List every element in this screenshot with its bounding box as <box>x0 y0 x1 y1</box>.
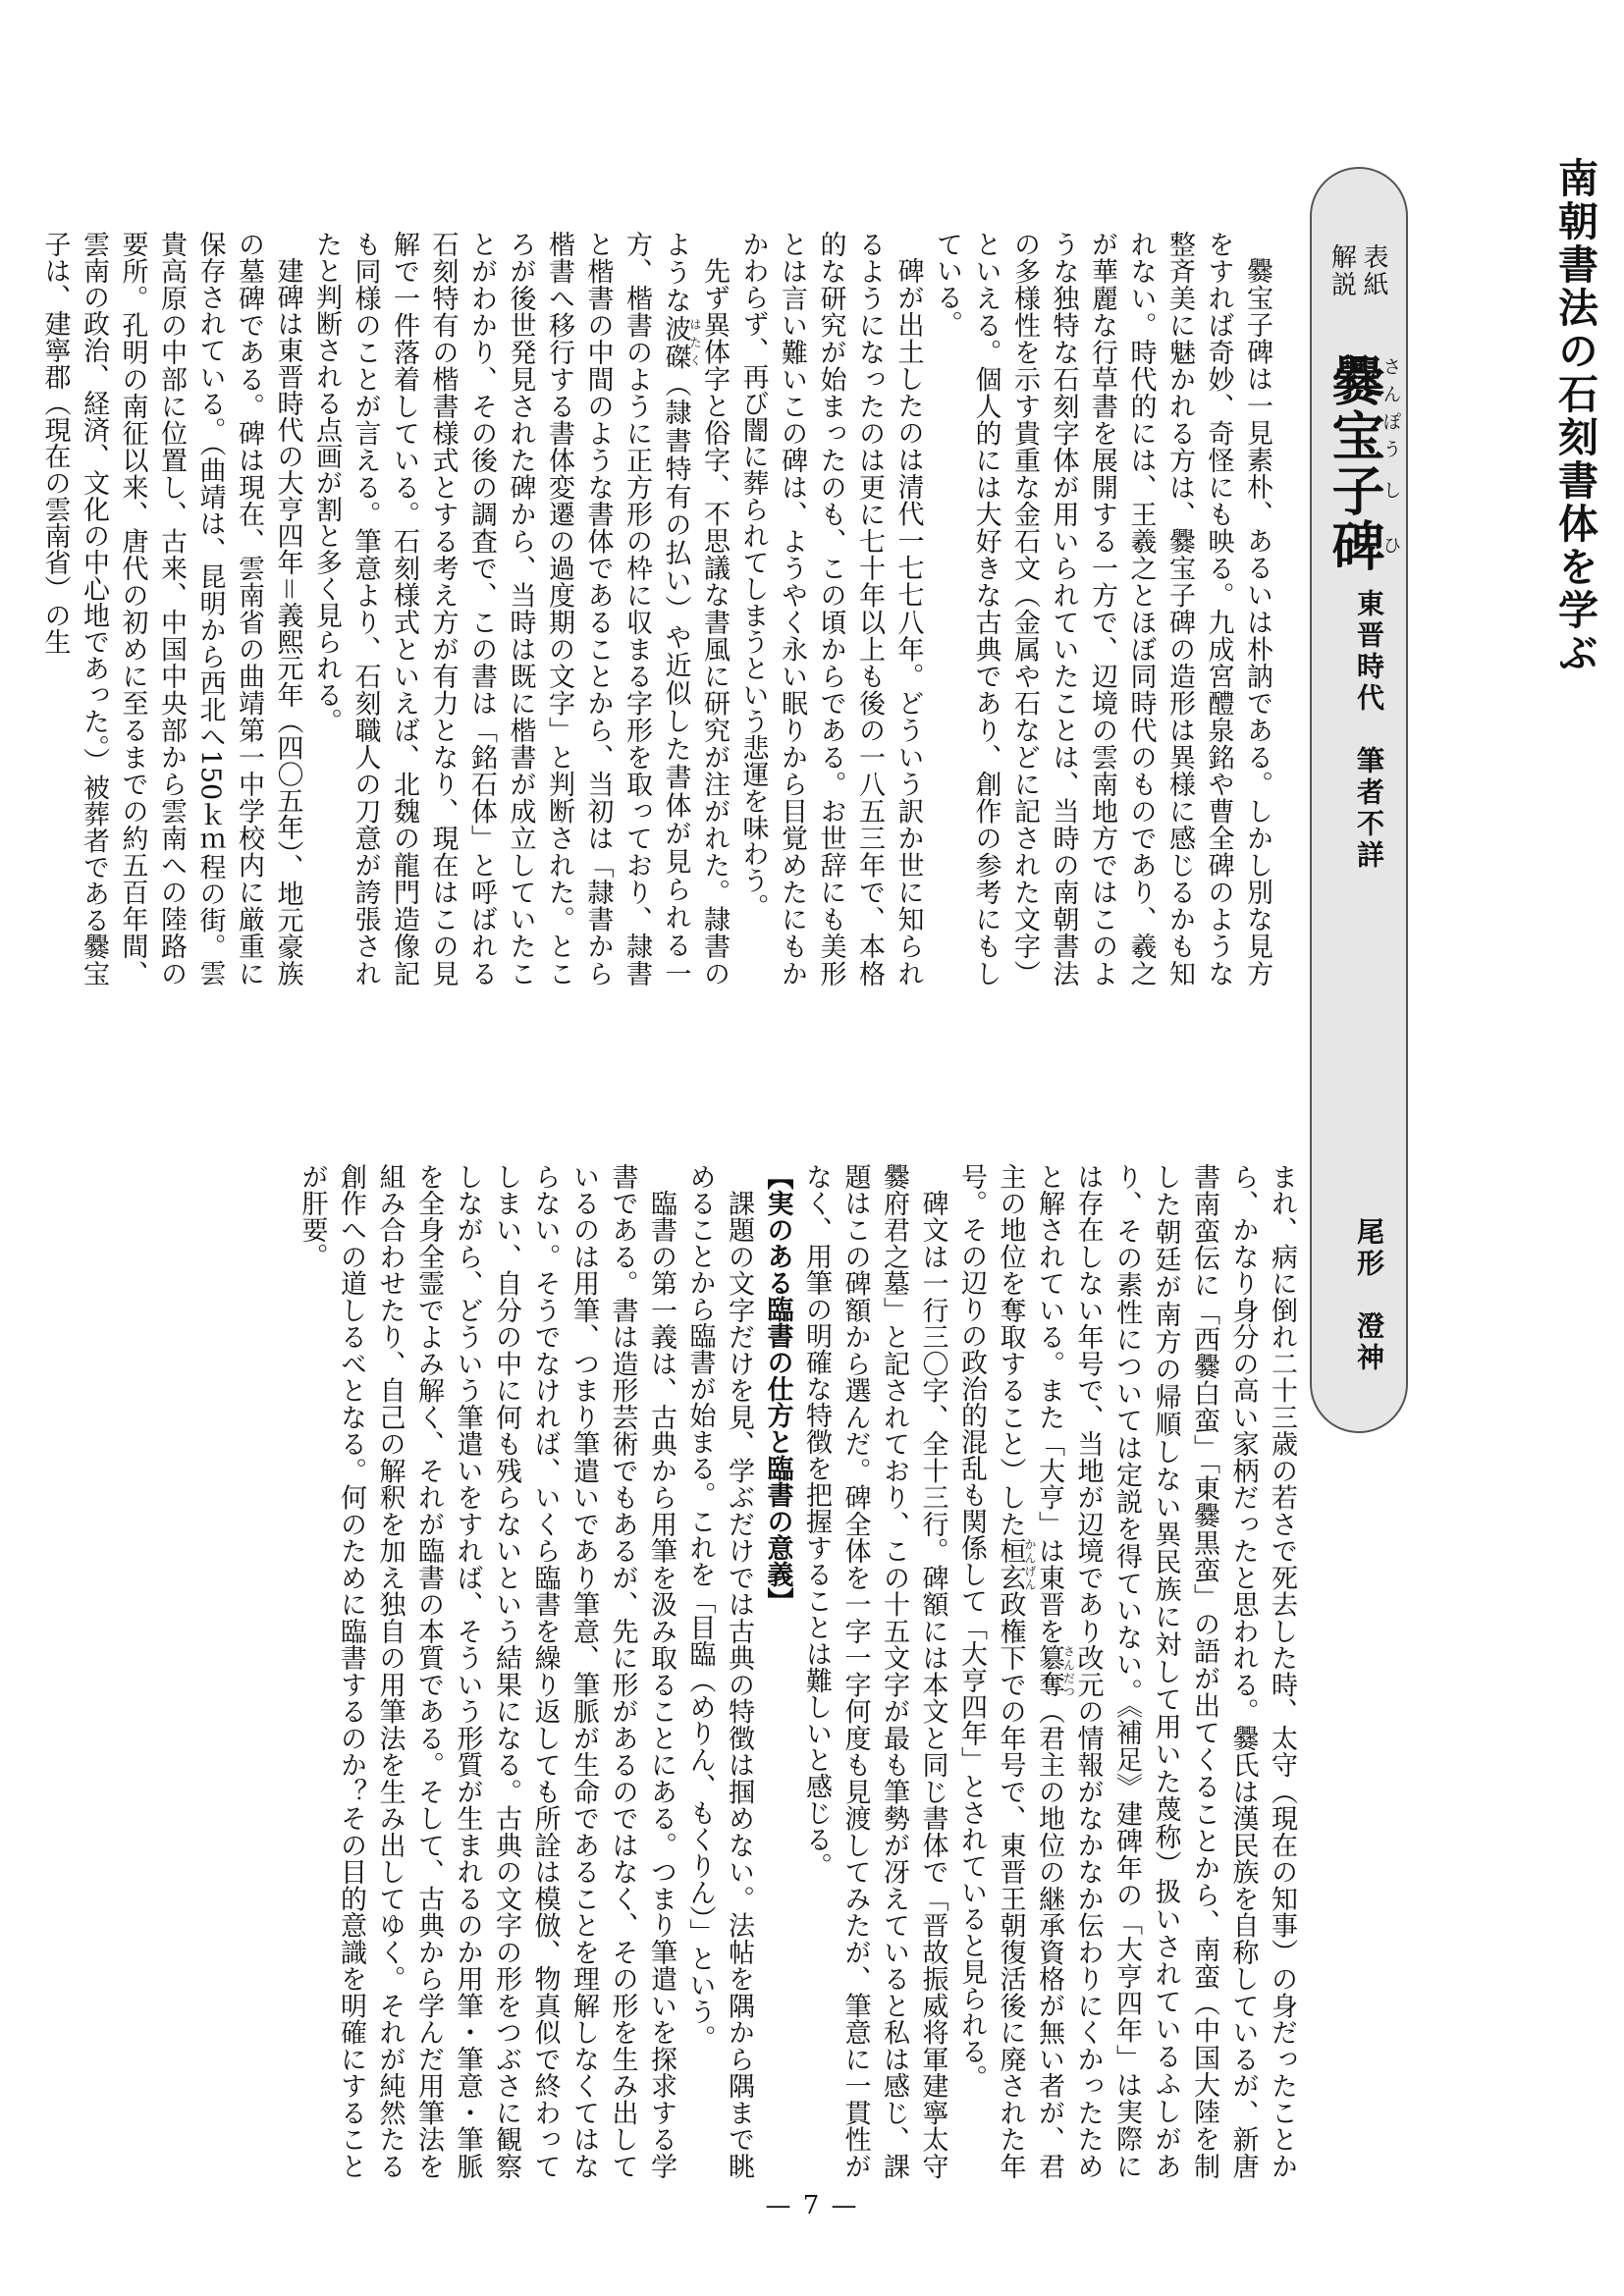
series-title: 南朝書法の石刻書体を学ぶ <box>1551 157 1598 675</box>
label-line-1: 表紙 <box>1359 243 1388 298</box>
cover-explanation-label <box>1326 243 1389 298</box>
paragraph: 臨書の第一義は、古典から用筆を汲み取ることにある。つまり筆遣いを探求する学書である。書は造形芸術でもあるが、先に形があるのではなく、その形を生み出しているのは用筆、つまり筆遣いであり筆意、筆脈が生命であることを理解しなくてはならない。そうでなければ、いくら臨書を繰り返しても所詮は模倣、物真似で終わってしまい、自分の中に何も残らないという結果になる。古典の文字の形をつぶさに観察しながら、どういう筆遣いをすれば、そういう形質が生まれるのか用筆・筆意・筆脈を全身全霊でよみ解く、それが臨書の本質である。そして、古典から学んだ用筆法を組み合わせたり、自己の解釈を加え独自の用筆法を生み出してゆく。それが純然たる創作への道しるべとなる。何のために臨書するのか？その目的意識を明確にすることが肝要。 <box>297 1163 677 2179</box>
paragraph: 碑文は一行三〇字、全十三行。碑額には本文と同じ書体で「晋故振威将軍建寧太守爨府君之墓」と記されており、この十五文字が最も筆勢が冴えていると私は感じ、課題はこの碑額から選んだ。碑全体を一字一字何度も見渡してみたが、筆意に一貫性がなく、用筆の明確な特徴を把握することは難しいと感じる。 <box>801 1163 948 2179</box>
title-char-4: 碑ひ <box>1324 518 1402 573</box>
lower-body-text <box>98 1163 1301 2179</box>
ruby-kangen: 桓玄かんげん <box>995 1537 1037 1591</box>
paragraph: まれ、病に倒れ二十三歳の若さで死去した時、太守（現在の知事）の身だったことから、かなり身分の高い家柄だったと思われる。爨氏は漢民族を自称しているが、新唐書南蛮伝に「西爨白蛮」「東爨黒蛮」の語が出てくることから、南蛮（中国大陸を制した朝廷が南方の帰順しない異民族に対して用いた蔑称）扱いされているふしがあり、その素性については定説を得ていない。《補足》建碑年の「大亨四年」は実際には存在しない年号で、当地が辺境であり改元の情報がなかなか伝わりにくかったため と解されている。また「大亨」は東晋を簒奪さんだつ（君主の地位の継承資格が無い者が、君主の地位を奪取すること）した桓玄かんげん政権下での年号で、東晋王朝復活後に廃された年号。その辺りの政治的混乱も関係して「大亨四年」とされていると見られる。 <box>956 1163 1297 2180</box>
paragraph: 課題の文字だけを見、学ぶだけでは古典の特徴は掴めない。法帖を隅から隅まで眺めることから臨書が始まる。これを「目臨（めりん、もくりん）」という。 <box>684 1163 754 2179</box>
paragraph: 碑が出土したのは清代一七七八年。どういう訳か世に知られるようになったのは更に七十年以上も後の一八五三年で、本格的な研究が始まったのも、この頃からである。お世辞にも美形とは言い難いこの碑は、ようやく永い眠りから目覚めたにもかかわらず、再び闇に葬られてしまうという悲運を味わう。 <box>737 231 924 987</box>
work-title <box>1324 353 1402 573</box>
calligrapher: 筆者不詳 <box>1353 746 1385 872</box>
page-number: — 7 — <box>765 2191 859 2220</box>
paragraph: 先ず異体字と俗字、不思議な書風に研究が注がれた。隷書のような波磔はたく（隷書特有の払い）や近似した書体が見られる一方、楷書のように正方形の枠に収まる字形を取っており、隷書と楷書の中間のような書体であることから、当初は「隷書から楷書へ移行する書体変遷の過度期の文字」と判断された。ところが後世発見された碑から、当時は既に楷書が成立していたことがわかり、その後の調査で、この書は「銘石体」と呼ばれる石刻特有の楷書様式とする考え方が有力となり、現在はこの見解で一件落着している。石刻様式といえば、北魏の龍門造像記も同様のことが言える。筆意より、石刻職人の刀意が誇張されたと判断される点画が割と多く見られる。 <box>311 231 730 988</box>
ruby-sandatsu: 簒奪さんだつ <box>1034 1644 1076 1698</box>
label-line-2: 解説 <box>1326 243 1357 298</box>
upper-body-text <box>39 231 1276 988</box>
period: 東晋時代 <box>1353 589 1385 715</box>
paragraph: 爨宝子碑は一見素朴、あるいは朴訥である。しかし別な見方をすれば奇妙、奇怪にも映る。九成宮醴泉銘や曹全碑のような整斉美に魅かれる方は、爨宝子碑の造形は異様に感じるかも知れない。時代的には、王羲之とほぼ同時代のものであり、羲之が華麗な行草書を展開する一方で、辺境の雲南地方ではこのような独特な石刻字体が用いられていたことは、当時の南朝書法の多様性を示す貴重な金石文（金属や石などに記された文字）といえる。個人的には大好きな古典であり、創作の参考にもしている。 <box>932 231 1272 988</box>
work-meta <box>1353 589 1385 872</box>
title-char-2: 宝ぽう <box>1324 408 1402 463</box>
title-char-1: 爨さん <box>1324 353 1402 408</box>
paragraph: 建碑は東晋時代の大亨四年＝義熙元年（四〇五年）、地元豪族の墓碑である。碑は現在、雲南省の曲靖第一中学校内に厳重に保存されている。（曲靖は、昆明から西北へ150ｋｍ程の街。雲貴高原の中部に位置し、古来、中国中央部から雲南への陸路の要所。孔明の南征以来、唐代の初めに至るまでの約五百年間、雲南の政治、経済、文化の中心地であった。）被葬者である爨宝子は、建寧郡（現在の雲南省）の生 <box>39 231 303 987</box>
author-name: 尾形 澄神 <box>1353 1217 1385 1374</box>
section-heading: 【実のある臨書の仕方と臨書の意義】 <box>762 1163 793 1614</box>
ruby-hataku: 波磔はたく <box>660 314 702 371</box>
title-char-3: 子し <box>1324 463 1402 518</box>
